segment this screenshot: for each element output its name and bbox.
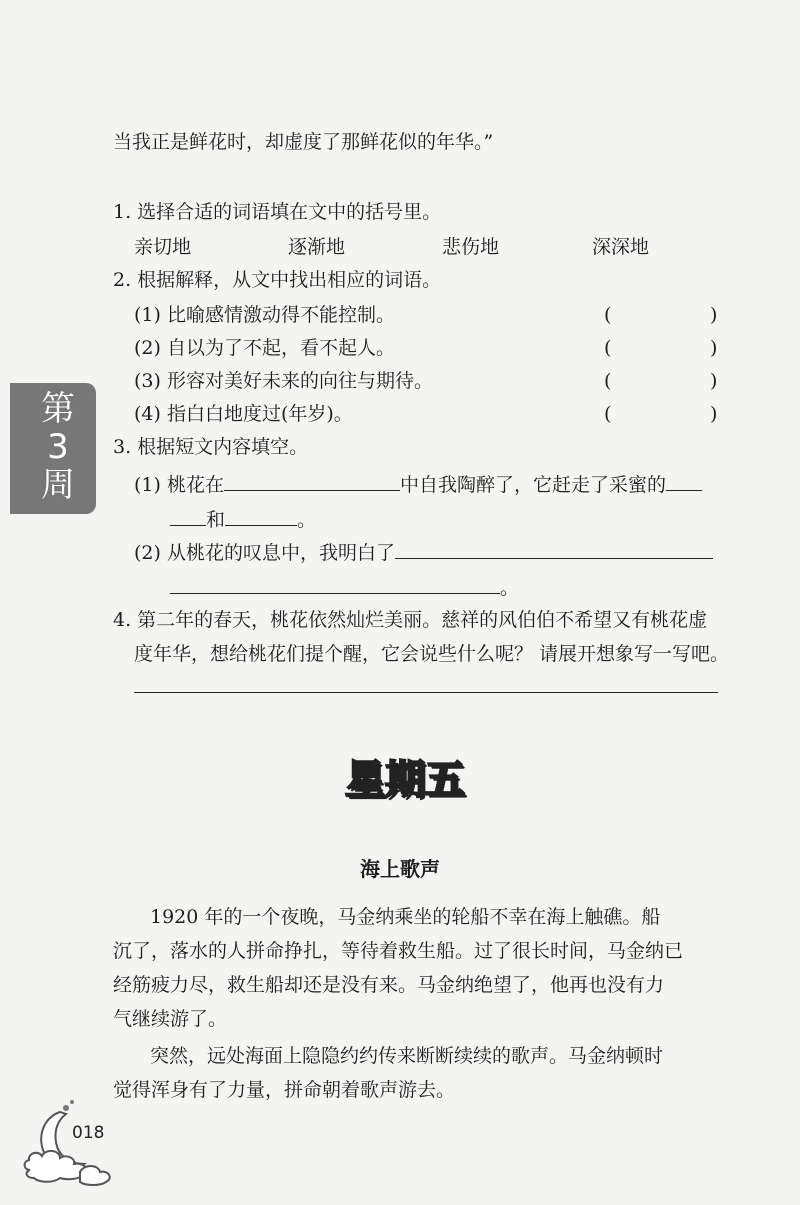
fill-blank[interactable] bbox=[666, 470, 702, 491]
fill-blank[interactable] bbox=[224, 470, 400, 491]
moon-cloud-icon bbox=[20, 1098, 130, 1188]
story-line: 气继续游了。 bbox=[113, 1008, 228, 1030]
answer-writing-line[interactable] bbox=[134, 692, 718, 693]
q3-item1-text-b: 中自我陶醉了，它赶走了采蜜的 bbox=[399, 474, 666, 496]
story-line: 1920 年的一个夜晚，马金纳乘坐的轮船不幸在海上触礁。船 bbox=[150, 906, 661, 928]
answer-paren-open: ( bbox=[604, 370, 612, 392]
q3-item1-text-a: (1) 桃花在 bbox=[134, 474, 224, 496]
q3-item1-line2 bbox=[170, 505, 316, 533]
q3-item2-line1 bbox=[134, 538, 713, 566]
q1-prompt: 1. 选择合适的词语填在文中的括号里。 bbox=[113, 201, 442, 223]
q3-item1-line1 bbox=[134, 470, 702, 498]
answer-paren-open: ( bbox=[604, 403, 612, 425]
story-line: 经筋疲力尽，救生船却还是没有来。马金纳绝望了，他再也没有力 bbox=[113, 974, 665, 996]
week-label bbox=[28, 390, 88, 504]
q4-line1: 4. 第二年的春天，桃花依然灿烂美丽。慈祥的风伯伯不希望又有桃花虚 bbox=[113, 609, 708, 631]
answer-paren-close: ) bbox=[710, 337, 718, 359]
answer-paren-open: ( bbox=[604, 304, 612, 326]
intro-line: 当我正是鲜花时，却虚度了那鲜花似的年华。” bbox=[113, 131, 494, 153]
fill-blank[interactable] bbox=[395, 538, 713, 559]
answer-paren-open: ( bbox=[604, 337, 612, 359]
story-line: 觉得浑身有了力量，拼命朝着歌声游去。 bbox=[113, 1079, 456, 1101]
fill-blank[interactable] bbox=[225, 505, 297, 526]
q3-item2-text-a: (2) 从桃花的叹息中，我明白了 bbox=[134, 542, 395, 564]
story-line: 突然，远处海面上隐隐约约传来断断续续的歌声。马金纳顿时 bbox=[150, 1045, 664, 1067]
week-number: 3 bbox=[47, 427, 69, 467]
story-title: 海上歌声 bbox=[360, 857, 440, 881]
q2-item: (2) 自以为了不起，看不起人。 bbox=[134, 337, 395, 359]
week-char: 周 bbox=[41, 465, 75, 505]
fill-blank[interactable] bbox=[170, 573, 500, 594]
answer-paren-close: ) bbox=[710, 370, 718, 392]
answer-paren-close: ) bbox=[710, 304, 718, 326]
day-title: 星期五 bbox=[345, 757, 465, 803]
page-number: 018 bbox=[72, 1123, 105, 1143]
q1-option: 深深地 bbox=[592, 236, 650, 258]
fill-blank[interactable] bbox=[170, 505, 206, 526]
q1-option: 悲伤地 bbox=[442, 236, 500, 258]
q2-item: (3) 形容对美好未来的向往与期待。 bbox=[134, 370, 433, 392]
q3-prompt: 3. 根据短文内容填空。 bbox=[113, 436, 309, 458]
q3-item2-end: 。 bbox=[500, 577, 520, 599]
q2-prompt: 2. 根据解释，从文中找出相应的词语。 bbox=[113, 269, 442, 291]
story-line: 沉了，落水的人拼命挣扎，等待着救生船。过了很长时间，马金纳已 bbox=[113, 940, 684, 962]
q3-item1-end: 。 bbox=[297, 509, 317, 531]
q2-item: (1) 比喻感情激动得不能控制。 bbox=[134, 304, 395, 326]
answer-paren-close: ) bbox=[710, 403, 718, 425]
week-char: 第 bbox=[41, 389, 75, 429]
q1-option: 逐渐地 bbox=[288, 236, 346, 258]
q1-option: 亲切地 bbox=[134, 236, 192, 258]
q2-item: (4) 指白白地度过(年岁)。 bbox=[134, 403, 353, 425]
q3-item2-line2 bbox=[170, 573, 519, 601]
q4-line2: 度年华，想给桃花们提个醒，它会说些什么呢？ 请展开想象写一写吧。 bbox=[134, 643, 730, 665]
q3-item1-text-c: 和 bbox=[206, 509, 226, 531]
